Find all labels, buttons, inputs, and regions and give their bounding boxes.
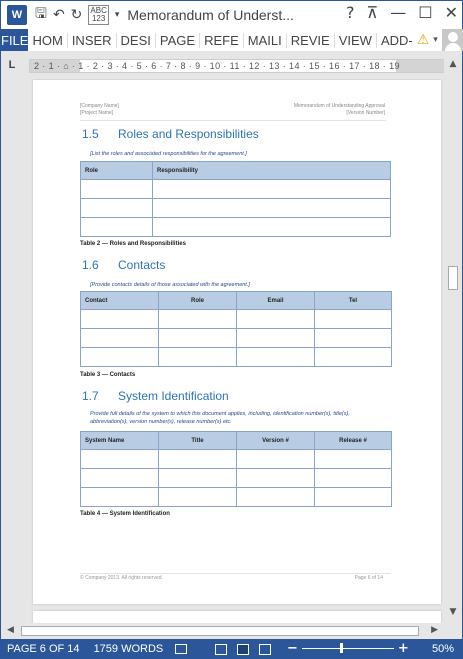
- save-icon[interactable]: 🖫: [35, 6, 47, 22]
- view-buttons: [215, 644, 271, 655]
- column-header: System Name: [81, 432, 159, 450]
- section-number: 1.5: [82, 127, 99, 141]
- print-layout-icon[interactable]: [237, 644, 249, 655]
- table-header-row: [81, 162, 391, 180]
- table-cell[interactable]: [315, 310, 392, 329]
- section-title: Roles and Responsibilities: [118, 127, 259, 141]
- customize-toolbar-icon[interactable]: ▾: [114, 10, 120, 20]
- table-cell[interactable]: [81, 199, 153, 218]
- header-company: [Company Name]: [80, 103, 119, 109]
- roles-table: [80, 161, 391, 237]
- table-row: [81, 199, 391, 218]
- section-instruction: [Provide contacts details of those associated with the agreement.]: [90, 282, 250, 288]
- quick-access-toolbar: [35, 3, 119, 27]
- tab-home[interactable]: HOM: [28, 33, 67, 48]
- spelling-grammar-icon[interactable]: [88, 5, 108, 25]
- tab-page-layout[interactable]: PAGE: [156, 33, 200, 48]
- section-number: 1.7: [82, 389, 99, 403]
- status-bar: [1, 639, 462, 659]
- table-caption: Table 3 — Contacts: [80, 372, 136, 378]
- table-header-row: [81, 292, 392, 310]
- table-cell[interactable]: [237, 469, 315, 488]
- ribbon-display-options-button[interactable]: ⊼: [366, 3, 379, 22]
- header-left: [80, 103, 119, 117]
- header-divider: [80, 120, 386, 121]
- page-count-status[interactable]: PAGE 6 OF 14: [7, 643, 80, 655]
- account-dropdown-icon[interactable]: ▾: [433, 35, 438, 45]
- footer-divider: [80, 573, 391, 574]
- ruler-ticks: 2 · 1 · ⌂ · 1 · 2 · 3 · 4 · 5 · 6 · 7 · 8 · 9 · 10 · 11 · 12 · 13 · 14 · 15 · 16 · 17 · 18 · 19: [34, 61, 400, 71]
- tab-file[interactable]: FILE: [1, 29, 28, 51]
- horizontal-scrollbar[interactable]: [1, 623, 462, 639]
- table-cell[interactable]: [153, 218, 391, 237]
- header-project: [Project Name]: [80, 110, 114, 116]
- scroll-up-icon[interactable]: ▲: [449, 59, 457, 69]
- column-header: Responsibility: [153, 162, 391, 180]
- ruler-row: [1, 57, 462, 75]
- system-identification-table: [80, 431, 392, 507]
- ruler-right-margin: [396, 60, 444, 72]
- scroll-down-icon[interactable]: ▼: [449, 607, 457, 617]
- tab-view[interactable]: VIEW: [335, 33, 377, 48]
- table-cell[interactable]: [315, 329, 392, 348]
- table-row: [81, 310, 392, 329]
- table-cell[interactable]: [153, 199, 391, 218]
- table-cell[interactable]: [153, 180, 391, 199]
- zoom-control: [287, 641, 409, 656]
- table-cell[interactable]: [81, 469, 159, 488]
- maximize-button[interactable]: ☐: [418, 3, 433, 22]
- close-button[interactable]: ✕: [444, 3, 458, 22]
- table-caption: Table 4 — System Identification: [80, 511, 170, 517]
- zoom-level[interactable]: 50%: [431, 643, 454, 655]
- table-cell[interactable]: [237, 450, 315, 469]
- table-row: [81, 329, 392, 348]
- zoom-out-button[interactable]: −: [287, 641, 298, 656]
- table-caption: Table 2 — Roles and Responsibilities: [80, 241, 186, 247]
- column-header: Email: [237, 292, 315, 310]
- table-header-row: [81, 432, 392, 450]
- table-cell[interactable]: [237, 329, 315, 348]
- tab-selector-icon[interactable]: L: [8, 59, 16, 71]
- contacts-table: [80, 291, 392, 367]
- table-cell[interactable]: [159, 450, 237, 469]
- header-doc-title: Memorandum of Understanding Approval: [293, 103, 385, 109]
- minimize-button[interactable]: —: [390, 3, 407, 22]
- table-cell[interactable]: [81, 488, 159, 507]
- column-header: Role: [81, 162, 153, 180]
- proofing-icon[interactable]: [175, 644, 187, 654]
- horizontal-ruler[interactable]: [29, 59, 445, 73]
- scroll-left-icon[interactable]: ◀: [7, 625, 14, 635]
- table-cell[interactable]: [81, 310, 159, 329]
- web-layout-icon[interactable]: [259, 644, 271, 655]
- column-header: Version #: [237, 432, 315, 450]
- spell-label-top: ABC: [90, 6, 107, 15]
- document-title: Memorandum of Underst...: [127, 7, 294, 23]
- warning-icon[interactable]: ⚠: [416, 32, 430, 48]
- table-cell[interactable]: [237, 310, 315, 329]
- table-cell[interactable]: [237, 348, 315, 367]
- table-cell[interactable]: [237, 488, 315, 507]
- table-cell[interactable]: [81, 450, 159, 469]
- section-number: 1.6: [82, 258, 99, 272]
- table-cell[interactable]: [315, 469, 392, 488]
- table-cell[interactable]: [159, 310, 237, 329]
- undo-icon[interactable]: ↶: [52, 7, 65, 23]
- table-cell[interactable]: [81, 218, 153, 237]
- column-header: Tel: [315, 292, 392, 310]
- window-controls: [346, 3, 458, 22]
- tab-design[interactable]: DESI: [117, 33, 156, 48]
- document-page[interactable]: [33, 80, 441, 604]
- spell-label-bottom: 123: [91, 14, 106, 23]
- scroll-right-icon[interactable]: ▶: [431, 625, 438, 635]
- table-row: [81, 469, 392, 488]
- table-row: [81, 348, 392, 367]
- title-bar: [1, 1, 462, 29]
- column-header: Contact: [81, 292, 159, 310]
- table-cell[interactable]: [159, 469, 237, 488]
- next-page-preview: [33, 611, 441, 623]
- zoom-slider[interactable]: [302, 648, 394, 649]
- header-right: [294, 103, 385, 117]
- section-instruction: [List the roles and associated responsibilities for the agreement.]: [90, 151, 247, 157]
- word-logo-icon[interactable]: W: [7, 5, 27, 25]
- header-version: [Version Number]: [346, 110, 385, 116]
- tab-mailings[interactable]: MAILI: [244, 33, 287, 48]
- table-cell[interactable]: [159, 488, 237, 507]
- avatar[interactable]: [442, 29, 463, 51]
- table-cell[interactable]: [315, 488, 392, 507]
- tab-insert[interactable]: INSER: [68, 33, 117, 48]
- column-header: Role: [159, 292, 237, 310]
- word-count-status[interactable]: 1759 WORDS: [93, 643, 164, 655]
- tab-add-ins[interactable]: ADD-: [380, 32, 413, 48]
- section-title: System Identification: [118, 389, 229, 403]
- section-title: Contacts: [118, 258, 166, 272]
- table-row: [81, 218, 391, 237]
- footer-page-number: Page 6 of 14: [354, 575, 383, 581]
- table-cell[interactable]: [159, 329, 237, 348]
- ribbon-tabs: [1, 29, 462, 51]
- table-row: [81, 180, 391, 199]
- section-heading: [82, 389, 229, 403]
- table-row: [81, 450, 392, 469]
- column-header: Release #: [315, 432, 392, 450]
- footer-copyright: © Company 2013. All rights reserved.: [80, 575, 163, 581]
- read-mode-icon[interactable]: [215, 644, 227, 655]
- zoom-slider-knob[interactable]: [340, 643, 343, 653]
- horizontal-scroll-thumb[interactable]: [21, 626, 419, 636]
- section-heading: [82, 258, 165, 272]
- table-cell[interactable]: [81, 180, 153, 199]
- redo-icon[interactable]: ↻: [70, 7, 83, 23]
- vertical-scrollbar[interactable]: [444, 57, 462, 623]
- help-button[interactable]: ?: [346, 3, 355, 22]
- tab-references[interactable]: REFE: [200, 33, 244, 48]
- section-instruction: Provide full details of the system to which this document applies, including, identification number(s), title(s), abbreviation(s), version number(s), release number(s) etc.: [90, 411, 350, 425]
- table-cell[interactable]: [81, 329, 159, 348]
- section-heading: [82, 127, 259, 141]
- table-cell[interactable]: [315, 450, 392, 469]
- zoom-in-button[interactable]: +: [397, 641, 409, 656]
- vertical-scroll-thumb[interactable]: [448, 266, 458, 290]
- tab-review[interactable]: REVIE: [287, 33, 335, 48]
- table-cell[interactable]: [159, 348, 237, 367]
- table-cell[interactable]: [315, 348, 392, 367]
- table-row: [81, 488, 392, 507]
- ribbon-right-area: [417, 29, 463, 51]
- table-cell[interactable]: [81, 348, 159, 367]
- column-header: Title: [159, 432, 237, 450]
